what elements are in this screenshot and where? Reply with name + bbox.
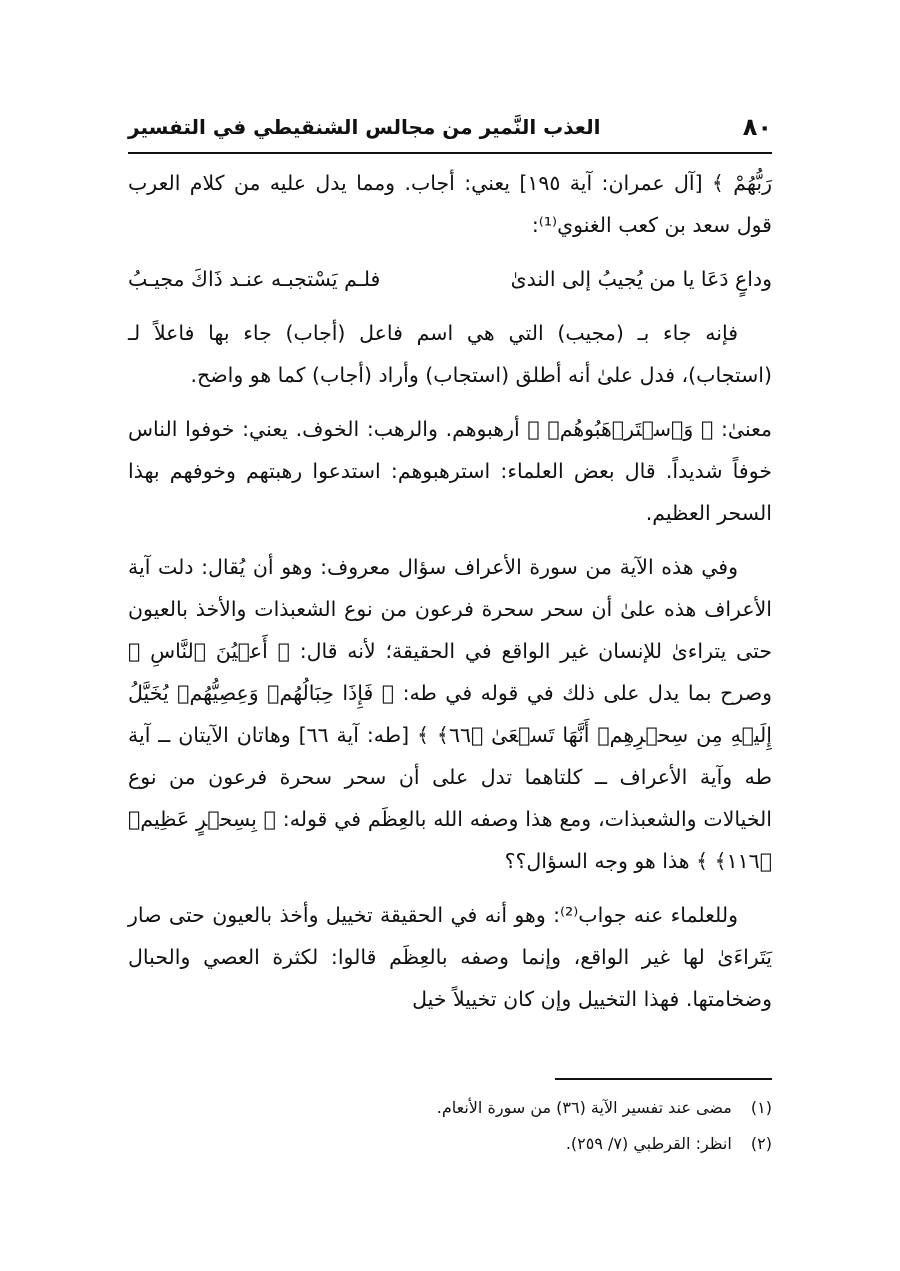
- running-title: العذب النَّمير من مجالس الشنقيطي في التفسير: [128, 115, 601, 139]
- footnote-marker: (١): [750, 1098, 772, 1117]
- page-number: ٨٠: [742, 113, 772, 141]
- poetry-verse: [128, 258, 772, 300]
- footnote-2: [128, 1126, 772, 1162]
- footnotes: [128, 1090, 772, 1162]
- main-text: [128, 162, 772, 1032]
- footnote-text: انظر: القرطبي (٧/ ٢٥٩).: [565, 1134, 732, 1153]
- paragraph-4: وفي هذه الآية من سورة الأعراف سؤال معروف: وهو أن يُقال: دلت آية الأعراف هذه علىٰ أن سحر سحرة فرعون من نوع الشعبذات والأخذ بالعيون حتى يتراءىٰ للإنسان غير الواقع في الحقيقة؛ لأنه قال: ﴿ أَعۡيُنَ ٱلنَّاسِ ﴾ وصرح بما يدل على ذلك في قوله في طه: ﴿ فَإِذَا حِبَالُهُمۡ وَعِصِيُّهُمۡ يُخَيَّلُ إِلَيۡهِ مِن سِحۡرِهِمۡ أَنَّهَا تَسۡعَىٰ ﴿٦٦﴾ ﴾ [طه: آية ٦٦] وهاتان الآيتان ــ آية طه وآية الأعراف ــ كلتاهما تدل على أن سحر سحرة فرعون من نوع الخيالات والشعبذات، ومع هذا وصفه الله بالعِظَم في قوله: ﴿ بِسِحۡرٍ عَظِيمٖ ﴿١١٦﴾ ﴾ هذا هو وجه السؤال؟؟: [128, 555, 772, 873]
- footnote-1: [128, 1090, 772, 1126]
- paragraph-5: وللعلماء عنه جواب⁽²⁾: وهو أنه في الحقيقة تخييل وأخذ بالعيون حتى صار يَتَراءَىٰ لها غير الواقع، وإنما وصفه بالعِظَم قالوا: لكثرة العصي والحبال وضخامتها. فهذا التخييل وإن كان تخييلاً خيل: [128, 903, 772, 1011]
- verse-second-hemistich: فلـم يَسْتجبـه عنـد ذَاكَ مجيـبُ: [128, 267, 381, 291]
- footnote-rule: [555, 1078, 772, 1080]
- verse-first-hemistich: وداعٍ دَعَا يا من يُجيبُ إلى الندىٰ: [510, 267, 772, 291]
- paragraph-2: فإنه جاء بـ (مجيب) التي هي اسم فاعل (أجاب) جاء بها فاعلاً لـ (استجاب)، فدل علىٰ أنه أطلق (استجاب) وأراد (أجاب) كما هو واضح.: [128, 321, 772, 387]
- paragraph-1: رَبُّهُمْ ﴾ [آل عمران: آية ١٩٥] يعني: أجاب. ومما يدل عليه من كلام العرب قول سعد بن كعب الغنوي⁽¹⁾:: [128, 171, 773, 237]
- running-header: [128, 113, 772, 141]
- footnote-marker: (٢): [750, 1134, 772, 1153]
- header-rule: [128, 152, 772, 154]
- paragraph-3: معنىٰ: ﴿ وَٱسۡتَرۡهَبُوهُمۡ ﴾ أرهبوهم. والرهب: الخوف. يعني: خوفوا الناس خوفاً شديداً. قال بعض العلماء: استرهبوهم: استدعوا رهبتهم وخوفهم بهذا السحر العظيم.: [128, 417, 772, 525]
- footnote-text: مضى عند تفسير الآية (٣٦) من سورة الأنعام.: [436, 1098, 732, 1117]
